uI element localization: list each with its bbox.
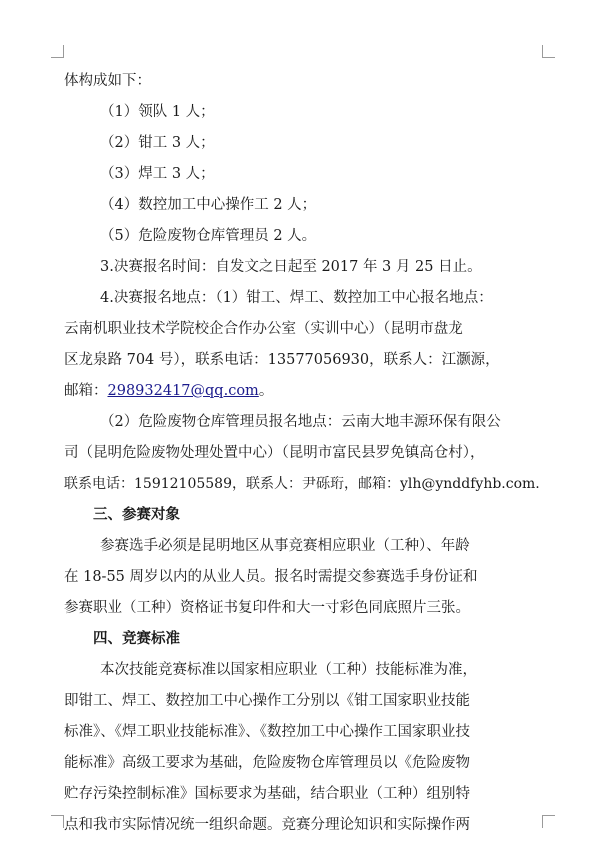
list-item: （4）数控加工中心操作工 2 人； <box>100 197 317 213</box>
text-line: 联系电话：15912105589，联系人：尹砾珩，邮箱：ylh@ynddfyhb.com. <box>64 476 540 492</box>
text-line: 本次技能竞赛标准以国家相应职业（工种）技能标准为准， <box>100 662 477 678</box>
text-line: 参赛职业（工种）资格证书复印件和大一寸彩色同底照片三张。 <box>64 600 470 616</box>
text-line: 云南机职业技术学院校企合作办公室（实训中心）（昆明市盘龙 <box>64 321 463 337</box>
punctuation: 。 <box>258 383 274 399</box>
page-corner-mark-bottom-left <box>51 815 64 828</box>
email-label: 邮箱： <box>64 383 108 399</box>
email-link[interactable]: 298932417@qq.com <box>107 383 259 399</box>
text-line: 参赛选手必须是昆明地区从事竞赛相应职业（工种）、年龄 <box>100 538 470 554</box>
text-line: （2）危险废物仓库管理员报名地点：云南大地丰源环保有限公 <box>100 414 501 430</box>
section-heading: 三、参赛对象 <box>93 507 180 523</box>
list-item: （1）领队 1 人； <box>100 104 215 120</box>
text-line: 在 18-55 周岁以内的从业人员。报名时需提交参赛选手身份证和 <box>64 569 478 585</box>
text-line: 区龙泉路 704 号），联系电话：13577056930，联系人：江灏源， <box>64 352 500 368</box>
text-line: 贮存污染控制标准》国标要求为基础，结合职业（工种）组别特 <box>64 786 470 802</box>
text-line: 即钳工、焊工、数控加工中心操作工分别以《钳工国家职业技能 <box>64 693 470 709</box>
text-line: 3.决赛报名时间：自发文之日起至 2017 年 3 月 25 日止。 <box>100 259 482 275</box>
page-corner-mark-top-left <box>51 45 64 58</box>
text-line: 司（昆明危险废物处理处置中心）（昆明市富民县罗免镇高仓村）， <box>64 445 485 461</box>
list-item: （5）危险废物仓库管理员 2 人。 <box>100 228 317 244</box>
text-line: 4.决赛报名地点：（1）钳工、焊工、数控加工中心报名地点： <box>100 290 493 306</box>
text-line: 能标准》高级工要求为基础，危险废物仓库管理员以《危险废物 <box>64 755 470 771</box>
list-item: （2）钳工 3 人； <box>100 135 215 151</box>
section-heading: 四、竞赛标准 <box>93 631 180 647</box>
text-line: 体构成如下： <box>64 73 151 89</box>
text-line <box>64 376 544 407</box>
text-line: 标准》、《焊工职业技能标准》、《数控加工中心操作工国家职业技 <box>64 724 470 740</box>
text-line: 点和我市实际情况统一组织命题。竞赛分理论知识和实际操作两 <box>64 817 470 833</box>
page-corner-mark-top-right <box>542 45 555 58</box>
document-body <box>64 66 544 841</box>
list-item: （3）焊工 3 人； <box>100 166 215 182</box>
